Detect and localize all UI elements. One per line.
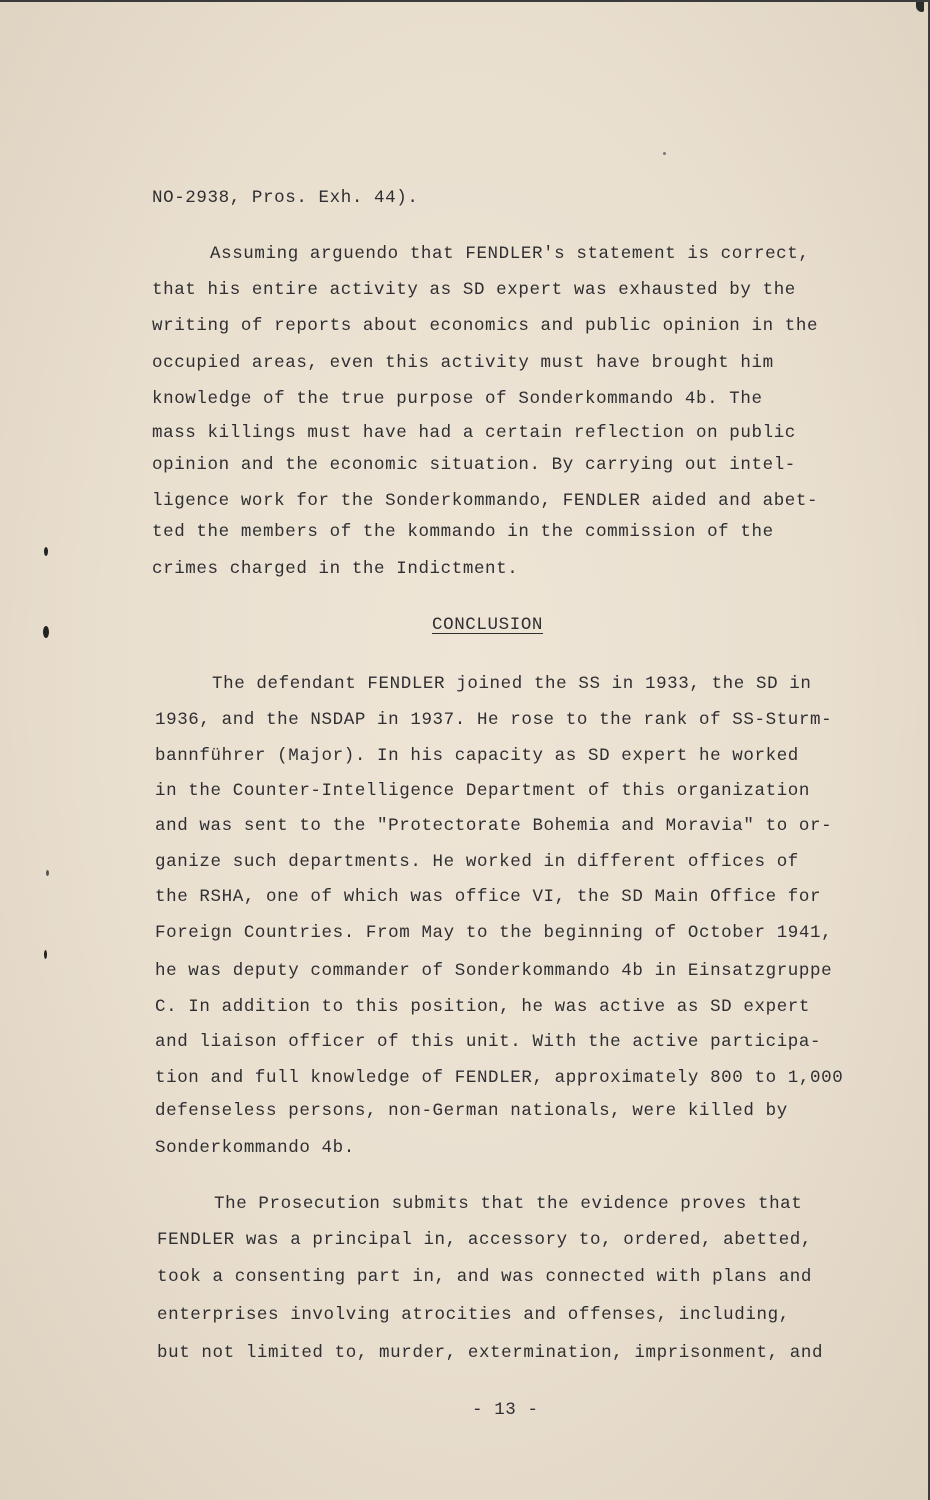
text-line: took a consenting part in, and was connected with plans and [157,1267,813,1287]
text-line: FENDLER was a principal in, accessory to, ordered, abetted, [157,1230,813,1250]
exhibit-reference-line: NO-2938, Pros. Exh. 44). [152,188,419,208]
paper-speck [663,152,666,155]
text-line: occupied areas, even this activity must have brought him [152,353,774,373]
text-line: ted the members of the kommando in the commission of the [152,522,774,542]
text-line: he was deputy commander of Sonderkommando 4b in Einsatzgruppe [155,961,833,981]
text-line: mass killings must have had a certain reflection on public [152,423,796,443]
text-line: ganize such departments. He worked in different offices of [155,852,799,872]
margin-speck [44,547,48,556]
text-line: The defendant FENDLER joined the SS in 1933, the SD in [212,674,812,694]
text-line: The Prosecution submits that the evidence proves that [214,1194,803,1214]
text-line: and was sent to the "Protectorate Bohemia and Moravia" to or- [155,816,833,836]
text-line: tion and full knowledge of FENDLER, approximately 800 to 1,000 [155,1068,844,1088]
text-line: and liaison officer of this unit. With the active participa- [155,1032,822,1052]
text-line: but not limited to, murder, extermination, imprisonment, and [157,1343,824,1363]
text-line: the RSHA, one of which was office VI, the SD Main Office for [155,887,822,907]
page-number: - 13 - [472,1400,539,1420]
text-line: C. In addition to this position, he was active as SD expert [155,997,811,1017]
text-line: opinion and the economic situation. By carrying out intel- [152,455,796,475]
text-line: enterprises involving atrocities and offenses, including, [157,1305,790,1325]
text-line: bannführer (Major). In his capacity as SD expert he worked [155,746,799,766]
text-line: Assuming arguendo that FENDLER's statement is correct, [210,244,810,264]
text-line: Foreign Countries. From May to the beginning of October 1941, [155,923,833,943]
text-line: writing of reports about economics and public opinion in the [152,316,819,336]
section-heading-conclusion: CONCLUSION [432,615,544,635]
text-line: knowledge of the true purpose of Sonderkommando 4b. The [152,389,763,409]
corner-fold-mark [916,2,924,12]
text-line: crimes charged in the Indictment. [152,559,519,579]
text-line: in the Counter-Intelligence Department of this organization [155,781,811,801]
text-line: Sonderkommando 4b. [155,1138,355,1158]
margin-speck [44,950,47,959]
text-line: that his entire activity as SD expert was exhausted by the [152,280,796,300]
margin-speck [46,870,49,876]
text-line: ligence work for the Sonderkommando, FENDLER aided and abet- [152,491,819,511]
text-line: 1936, and the NSDAP in 1937. He rose to the rank of SS-Sturm- [155,710,833,730]
text-line: defenseless persons, non-German nationals, were killed by [155,1101,788,1121]
margin-speck [43,626,49,638]
